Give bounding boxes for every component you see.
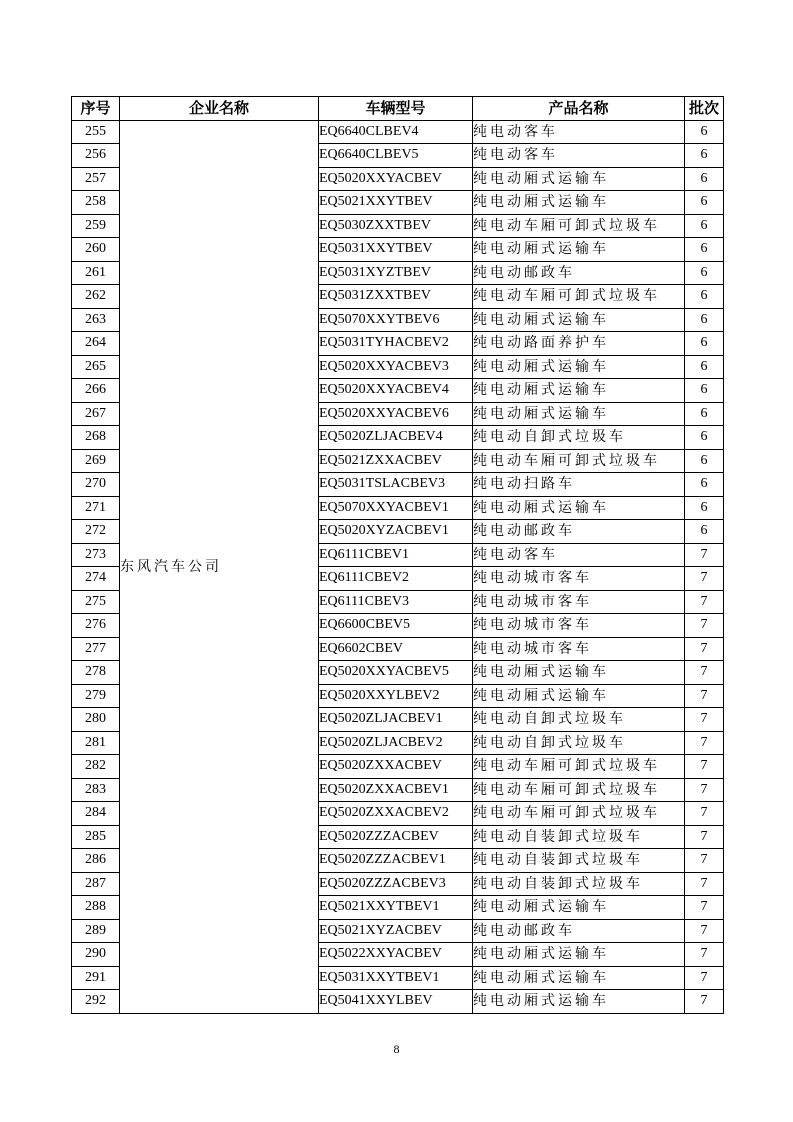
batch-cell: 6 xyxy=(685,308,724,332)
product-name-cell: 纯电动厢式运输车 xyxy=(473,167,685,191)
product-name-cell: 纯电动邮政车 xyxy=(473,261,685,285)
vehicle-model-cell: EQ5020XYZACBEV1 xyxy=(319,520,473,544)
serial-number-cell: 256 xyxy=(72,144,120,168)
product-name-cell: 纯电动自装卸式垃圾车 xyxy=(473,872,685,896)
batch-cell: 6 xyxy=(685,214,724,238)
product-name-cell: 纯电动自卸式垃圾车 xyxy=(473,426,685,450)
product-name-cell: 纯电动邮政车 xyxy=(473,520,685,544)
product-name-cell: 纯电动厢式运输车 xyxy=(473,896,685,920)
vehicle-model-cell: EQ6111CBEV1 xyxy=(319,543,473,567)
batch-cell: 7 xyxy=(685,896,724,920)
serial-number-cell: 268 xyxy=(72,426,120,450)
serial-number-cell: 260 xyxy=(72,238,120,262)
serial-number-cell: 283 xyxy=(72,778,120,802)
header-vehicle-model: 车辆型号 xyxy=(319,97,473,121)
serial-number-cell: 280 xyxy=(72,708,120,732)
batch-cell: 7 xyxy=(685,802,724,826)
product-name-cell: 纯电动厢式运输车 xyxy=(473,402,685,426)
batch-cell: 6 xyxy=(685,285,724,309)
product-name-cell: 纯电动车厢可卸式垃圾车 xyxy=(473,214,685,238)
serial-number-cell: 255 xyxy=(72,120,120,144)
serial-number-cell: 266 xyxy=(72,379,120,403)
batch-cell: 6 xyxy=(685,496,724,520)
serial-number-cell: 289 xyxy=(72,919,120,943)
batch-cell: 6 xyxy=(685,520,724,544)
serial-number-cell: 274 xyxy=(72,567,120,591)
serial-number-cell: 257 xyxy=(72,167,120,191)
vehicle-model-cell: EQ5021XXYTBEV1 xyxy=(319,896,473,920)
serial-number-cell: 272 xyxy=(72,520,120,544)
batch-cell: 6 xyxy=(685,449,724,473)
serial-number-cell: 279 xyxy=(72,684,120,708)
serial-number-cell: 291 xyxy=(72,966,120,990)
vehicle-model-cell: EQ5020ZXXACBEV xyxy=(319,755,473,779)
vehicle-model-cell: EQ5020ZLJACBEV2 xyxy=(319,731,473,755)
batch-cell: 6 xyxy=(685,426,724,450)
serial-number-cell: 267 xyxy=(72,402,120,426)
batch-cell: 6 xyxy=(685,355,724,379)
vehicle-model-cell: EQ5021XYZACBEV xyxy=(319,919,473,943)
product-name-cell: 纯电动自装卸式垃圾车 xyxy=(473,825,685,849)
batch-cell: 6 xyxy=(685,167,724,191)
vehicle-model-cell: EQ5020XXYACBEV5 xyxy=(319,661,473,685)
serial-number-cell: 292 xyxy=(72,990,120,1014)
vehicle-model-cell: EQ5020ZZZACBEV xyxy=(319,825,473,849)
serial-number-cell: 290 xyxy=(72,943,120,967)
vehicle-model-cell: EQ5021XXYTBEV xyxy=(319,191,473,215)
batch-cell: 7 xyxy=(685,590,724,614)
vehicle-model-cell: EQ5020ZZZACBEV3 xyxy=(319,872,473,896)
vehicle-model-cell: EQ5020XXYACBEV6 xyxy=(319,402,473,426)
vehicle-catalog-sheet xyxy=(71,96,723,1014)
batch-cell: 6 xyxy=(685,238,724,262)
batch-cell: 6 xyxy=(685,261,724,285)
serial-number-cell: 258 xyxy=(72,191,120,215)
product-name-cell: 纯电动车厢可卸式垃圾车 xyxy=(473,778,685,802)
batch-cell: 7 xyxy=(685,755,724,779)
product-name-cell: 纯电动客车 xyxy=(473,144,685,168)
serial-number-cell: 286 xyxy=(72,849,120,873)
serial-number-cell: 275 xyxy=(72,590,120,614)
serial-number-cell: 278 xyxy=(72,661,120,685)
product-name-cell: 纯电动自卸式垃圾车 xyxy=(473,731,685,755)
product-name-cell: 纯电动车厢可卸式垃圾车 xyxy=(473,285,685,309)
vehicle-model-cell: EQ5031XXYTBEV1 xyxy=(319,966,473,990)
batch-cell: 7 xyxy=(685,637,724,661)
serial-number-cell: 270 xyxy=(72,473,120,497)
product-name-cell: 纯电动客车 xyxy=(473,543,685,567)
batch-cell: 6 xyxy=(685,402,724,426)
vehicle-model-cell: EQ5021ZXXACBEV xyxy=(319,449,473,473)
serial-number-cell: 276 xyxy=(72,614,120,638)
vehicle-model-cell: EQ5031XYZTBEV xyxy=(319,261,473,285)
serial-number-cell: 287 xyxy=(72,872,120,896)
product-name-cell: 纯电动厢式运输车 xyxy=(473,990,685,1014)
product-name-cell: 纯电动车厢可卸式垃圾车 xyxy=(473,802,685,826)
serial-number-cell: 285 xyxy=(72,825,120,849)
vehicle-model-cell: EQ5020ZLJACBEV4 xyxy=(319,426,473,450)
batch-cell: 7 xyxy=(685,708,724,732)
vehicle-model-cell: EQ5030ZXXTBEV xyxy=(319,214,473,238)
batch-cell: 7 xyxy=(685,872,724,896)
product-name-cell: 纯电动扫路车 xyxy=(473,473,685,497)
product-name-cell: 纯电动厢式运输车 xyxy=(473,943,685,967)
vehicle-model-cell: EQ5020ZZZACBEV1 xyxy=(319,849,473,873)
vehicle-model-cell: EQ5020XXYLBEV2 xyxy=(319,684,473,708)
vehicle-model-cell: EQ6111CBEV2 xyxy=(319,567,473,591)
batch-cell: 6 xyxy=(685,379,724,403)
batch-cell: 7 xyxy=(685,614,724,638)
header-product-name: 产品名称 xyxy=(473,97,685,121)
product-name-cell: 纯电动邮政车 xyxy=(473,919,685,943)
serial-number-cell: 273 xyxy=(72,543,120,567)
batch-cell: 7 xyxy=(685,825,724,849)
batch-cell: 7 xyxy=(685,567,724,591)
product-name-cell: 纯电动厢式运输车 xyxy=(473,238,685,262)
vehicle-model-cell: EQ5020XXYACBEV4 xyxy=(319,379,473,403)
batch-cell: 7 xyxy=(685,849,724,873)
product-name-cell: 纯电动厢式运输车 xyxy=(473,684,685,708)
batch-cell: 7 xyxy=(685,966,724,990)
table-body xyxy=(72,120,724,1013)
batch-cell: 6 xyxy=(685,120,724,144)
product-name-cell: 纯电动厢式运输车 xyxy=(473,496,685,520)
header-serial-number: 序号 xyxy=(72,97,120,121)
page-number: 8 xyxy=(393,1042,400,1056)
product-name-cell: 纯电动车厢可卸式垃圾车 xyxy=(473,449,685,473)
vehicle-model-cell: EQ5031TSLACBEV3 xyxy=(319,473,473,497)
vehicle-model-cell: EQ6640CLBEV5 xyxy=(319,144,473,168)
batch-cell: 7 xyxy=(685,778,724,802)
vehicle-model-cell: EQ5070XXYTBEV6 xyxy=(319,308,473,332)
header-company-name: 企业名称 xyxy=(120,97,319,121)
batch-cell: 7 xyxy=(685,543,724,567)
company-name-cell: 东风汽车公司 xyxy=(120,120,319,1013)
vehicle-model-cell: EQ5031XXYTBEV xyxy=(319,238,473,262)
product-name-cell: 纯电动城市客车 xyxy=(473,614,685,638)
serial-number-cell: 259 xyxy=(72,214,120,238)
vehicle-model-cell: EQ5022XXYACBEV xyxy=(319,943,473,967)
vehicle-model-cell: EQ5070XXYACBEV1 xyxy=(319,496,473,520)
vehicle-model-cell: EQ5031TYHACBEV2 xyxy=(319,332,473,356)
serial-number-cell: 265 xyxy=(72,355,120,379)
serial-number-cell: 271 xyxy=(72,496,120,520)
serial-number-cell: 288 xyxy=(72,896,120,920)
table-header-row xyxy=(72,97,724,121)
product-name-cell: 纯电动厢式运输车 xyxy=(473,308,685,332)
vehicle-model-cell: EQ5031ZXXTBEV xyxy=(319,285,473,309)
vehicle-model-cell: EQ5020XXYACBEV3 xyxy=(319,355,473,379)
product-name-cell: 纯电动城市客车 xyxy=(473,567,685,591)
batch-cell: 6 xyxy=(685,144,724,168)
batch-cell: 7 xyxy=(685,731,724,755)
vehicle-table xyxy=(71,96,724,1014)
product-name-cell: 纯电动城市客车 xyxy=(473,590,685,614)
product-name-cell: 纯电动厢式运输车 xyxy=(473,661,685,685)
serial-number-cell: 263 xyxy=(72,308,120,332)
product-name-cell: 纯电动自卸式垃圾车 xyxy=(473,708,685,732)
vehicle-model-cell: EQ6640CLBEV4 xyxy=(319,120,473,144)
vehicle-model-cell: EQ6600CBEV5 xyxy=(319,614,473,638)
batch-cell: 7 xyxy=(685,990,724,1014)
serial-number-cell: 277 xyxy=(72,637,120,661)
product-name-cell: 纯电动城市客车 xyxy=(473,637,685,661)
batch-cell: 6 xyxy=(685,191,724,215)
vehicle-model-cell: EQ6602CBEV xyxy=(319,637,473,661)
vehicle-model-cell: EQ5020ZXXACBEV2 xyxy=(319,802,473,826)
batch-cell: 6 xyxy=(685,473,724,497)
serial-number-cell: 284 xyxy=(72,802,120,826)
vehicle-model-cell: EQ5041XXYLBEV xyxy=(319,990,473,1014)
product-name-cell: 纯电动厢式运输车 xyxy=(473,379,685,403)
serial-number-cell: 281 xyxy=(72,731,120,755)
vehicle-model-cell: EQ5020ZLJACBEV1 xyxy=(319,708,473,732)
vehicle-model-cell: EQ6111CBEV3 xyxy=(319,590,473,614)
batch-cell: 7 xyxy=(685,684,724,708)
batch-cell: 6 xyxy=(685,332,724,356)
product-name-cell: 纯电动厢式运输车 xyxy=(473,191,685,215)
serial-number-cell: 282 xyxy=(72,755,120,779)
product-name-cell: 纯电动厢式运输车 xyxy=(473,966,685,990)
product-name-cell: 纯电动厢式运输车 xyxy=(473,355,685,379)
product-name-cell: 纯电动路面养护车 xyxy=(473,332,685,356)
header-batch: 批次 xyxy=(685,97,724,121)
vehicle-model-cell: EQ5020XXYACBEV xyxy=(319,167,473,191)
serial-number-cell: 261 xyxy=(72,261,120,285)
batch-cell: 7 xyxy=(685,919,724,943)
batch-cell: 7 xyxy=(685,943,724,967)
serial-number-cell: 269 xyxy=(72,449,120,473)
table-row xyxy=(72,120,724,144)
serial-number-cell: 262 xyxy=(72,285,120,309)
product-name-cell: 纯电动自装卸式垃圾车 xyxy=(473,849,685,873)
batch-cell: 7 xyxy=(685,661,724,685)
serial-number-cell: 264 xyxy=(72,332,120,356)
product-name-cell: 纯电动客车 xyxy=(473,120,685,144)
product-name-cell: 纯电动车厢可卸式垃圾车 xyxy=(473,755,685,779)
vehicle-model-cell: EQ5020ZXXACBEV1 xyxy=(319,778,473,802)
